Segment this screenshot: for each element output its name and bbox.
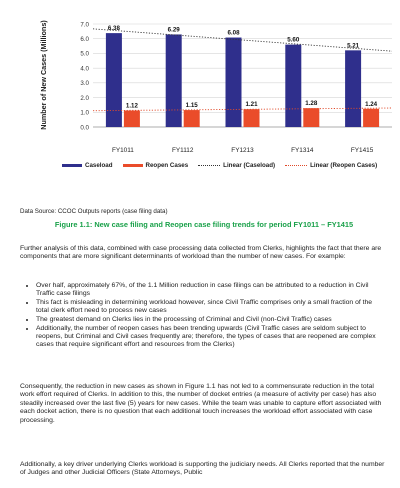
list-item: • The greatest demand on Clerks lies in the processing of Criminal and Civil (non-Civil Traffic) cases	[36, 316, 386, 324]
legend-linear-reopen-label: Linear (Reopen Cases)	[310, 162, 378, 169]
data-source-note: Data Source: CCOC Outputs reports (case filing data)	[20, 208, 168, 215]
value-label-reopen: 1.21	[245, 101, 258, 109]
legend-reopen-label: Reopen Cases	[145, 162, 189, 169]
legend-linear-reopen	[285, 162, 377, 169]
paragraph-consequence: Consequently, the reduction in new cases as shown in Figure 1.1 has not led to a commensurate reduction in the total work effort required of Clerks. In addition to this, the number of docket entries (a measure of activity per case) has also steadily increased over the last five (5) years for new cases. While the team was unable to capture effort associated with each docket action, there is no question that each additional touch increases the workload effort associated with case processing.	[20, 383, 382, 424]
value-label-caseload: 5.60	[287, 36, 300, 44]
bar-reopen	[303, 108, 319, 127]
y-tick-label: 0.0	[80, 124, 89, 132]
linear-reopen-swatch	[285, 165, 307, 166]
legend-linear-caseload	[198, 162, 275, 169]
legend-caseload	[62, 162, 113, 169]
paragraph-intro: Further analysis of this data, combined with case processing data collected from Clerks, highlights the fact that there are components that are more significant determinants of workload than the number of new cases. For example:	[20, 245, 382, 261]
linear-caseload-swatch	[198, 165, 220, 166]
list-item: • Additionally, the number of reopen cases has been trending upwards (Civil Traffic cases are seldom subject to reopens, but Criminal and Civil cases frequently are; therefore, the types of cases that are reopened are complex cases that require significant effort and resources from the Clerks)	[36, 325, 386, 350]
value-label-caseload: 6.38	[107, 25, 120, 33]
bars	[106, 33, 379, 127]
y-axis-ticks	[80, 21, 89, 131]
bar-caseload	[106, 33, 122, 127]
list-item: • Over half, approximately 67%, of the 1.1 Million reduction in case filings can be attributed to a reduction in Civil Traffic case filings	[36, 282, 386, 299]
bar-chart	[0, 0, 400, 200]
x-tick-label: FY1011	[111, 147, 134, 154]
y-tick-label: 4.0	[80, 65, 89, 73]
bar-caseload	[166, 34, 182, 127]
value-label-reopen: 1.28	[305, 100, 318, 108]
paragraph-judiciary: Additionally, a key driver underlying Clerks workload is supporting the judiciary needs. All Clerks reported that the number of Judges and other Judicial Officers (State Attorneys, Public	[20, 461, 385, 477]
x-axis-ticks	[112, 147, 374, 154]
bar-reopen	[124, 111, 140, 127]
x-tick-label: FY1112	[171, 147, 194, 154]
y-tick-label: 3.0	[80, 80, 89, 88]
value-label-caseload: 6.29	[167, 26, 180, 34]
y-axis-label: Number of New Cases (Millions)	[39, 20, 48, 130]
bar-reopen	[184, 110, 200, 127]
value-label-reopen: 1.12	[125, 102, 138, 110]
legend-reopen	[123, 162, 189, 169]
figure-caption: Figure 1.1: New case filing and Reopen case filing trends for period FY1011 – FY1415	[54, 220, 354, 229]
legend-caseload-label: Caseload	[85, 162, 113, 169]
y-tick-label: 5.0	[80, 50, 89, 58]
x-tick-label: FY1415	[350, 147, 374, 154]
value-label-reopen: 1.15	[185, 102, 198, 110]
value-label-reopen: 1.24	[365, 100, 378, 108]
x-tick-label: FY1213	[231, 147, 254, 154]
bar-caseload	[226, 38, 242, 127]
bar-caseload	[345, 50, 361, 127]
value-label-caseload: 6.08	[227, 29, 240, 37]
legend-linear-caseload-label: Linear (Caseload)	[223, 162, 276, 169]
caseload-swatch	[62, 164, 82, 167]
value-labels	[108, 25, 378, 109]
bullet-list	[20, 282, 386, 350]
y-tick-label: 2.0	[80, 94, 89, 102]
bar-reopen	[244, 109, 260, 127]
reopen-swatch	[123, 164, 143, 167]
bar-reopen	[363, 109, 379, 127]
value-label-caseload: 5.21	[347, 42, 360, 50]
chart-legend	[62, 162, 392, 169]
y-tick-label: 6.0	[80, 36, 89, 44]
x-tick-label: FY1314	[291, 147, 314, 154]
list-item: • This fact is misleading in determining workload however, since Civil Traffic comprises only a small fraction of the total clerk effort need to process new cases	[36, 299, 386, 316]
y-tick-label: 7.0	[80, 21, 89, 29]
bar-caseload	[285, 45, 301, 127]
y-tick-label: 1.0	[80, 109, 89, 117]
